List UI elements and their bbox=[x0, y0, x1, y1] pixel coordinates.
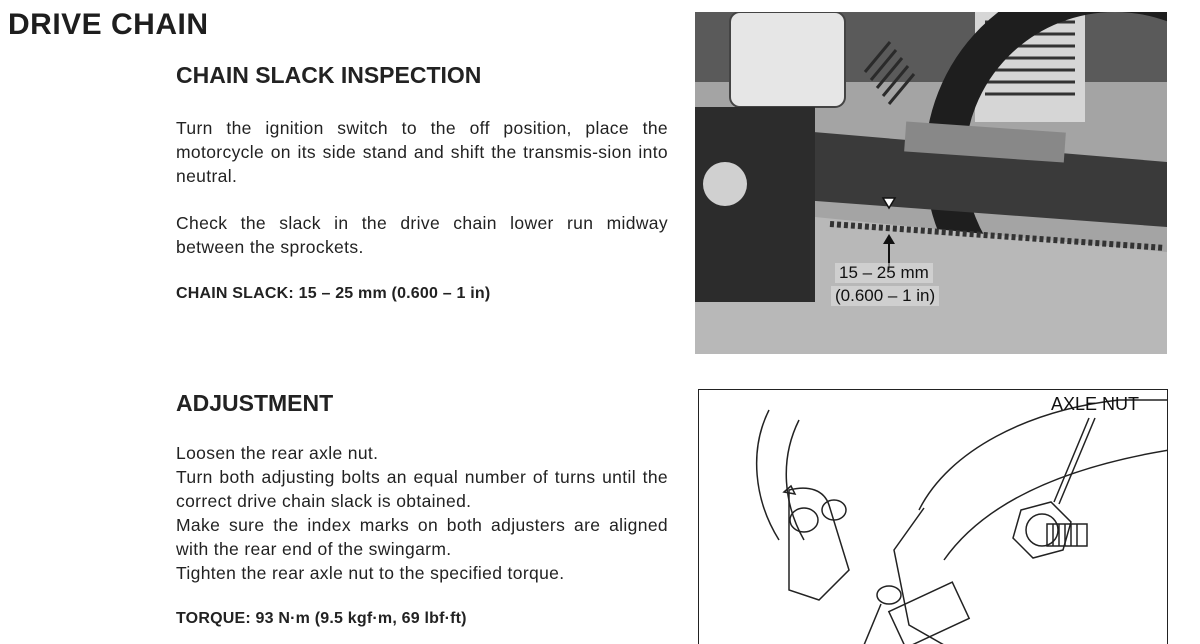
axle-nut-callout: AXLE NUT bbox=[1051, 394, 1140, 414]
chain-slack-spec bbox=[176, 285, 490, 303]
adjustment-line-4: Tighten the rear axle nut to the specified torque. bbox=[176, 563, 565, 583]
page-title: DRIVE CHAIN bbox=[8, 8, 209, 41]
adjustment-line-1: Loosen the rear axle nut. bbox=[176, 443, 379, 463]
axle-adjustment-drawing bbox=[698, 389, 1168, 644]
inspection-paragraph-1: Turn the ignition switch to the off position, place the motorcycle on its side stand and shift the transmis-sion into neutral. bbox=[176, 118, 668, 186]
chain-slack-spec-value: 15 – 25 mm (0.600 – 1 in) bbox=[298, 285, 491, 302]
adjustment-line-3: Make sure the index marks on both adjusters are aligned with the rear end of the swingarm. bbox=[176, 515, 668, 559]
chain-slack-spec-label: CHAIN SLACK: bbox=[176, 285, 294, 302]
torque-spec-value: 93 N·m (9.5 kgf·m, 69 lbf·ft) bbox=[255, 610, 467, 627]
inspection-paragraph-2: Check the slack in the drive chain lower run midway between the sprockets. bbox=[176, 213, 668, 257]
section-heading-chain-slack-inspection: CHAIN SLACK INSPECTION bbox=[176, 62, 482, 88]
adjustment-line-2: Turn both adjusting bolts an equal number of turns until the correct drive chain slack is obtained. bbox=[176, 467, 668, 511]
torque-spec-label: TORQUE: bbox=[176, 610, 251, 627]
axle-adjustment-illustration bbox=[699, 390, 1168, 644]
chain-slack-measure-label-2: (0.600 – 1 in) bbox=[831, 286, 939, 306]
section-heading-adjustment: ADJUSTMENT bbox=[176, 390, 334, 416]
chain-slack-photo bbox=[695, 12, 1167, 354]
chain-slack-measure-label-1: 15 – 25 mm bbox=[835, 263, 933, 283]
torque-spec bbox=[176, 610, 467, 628]
